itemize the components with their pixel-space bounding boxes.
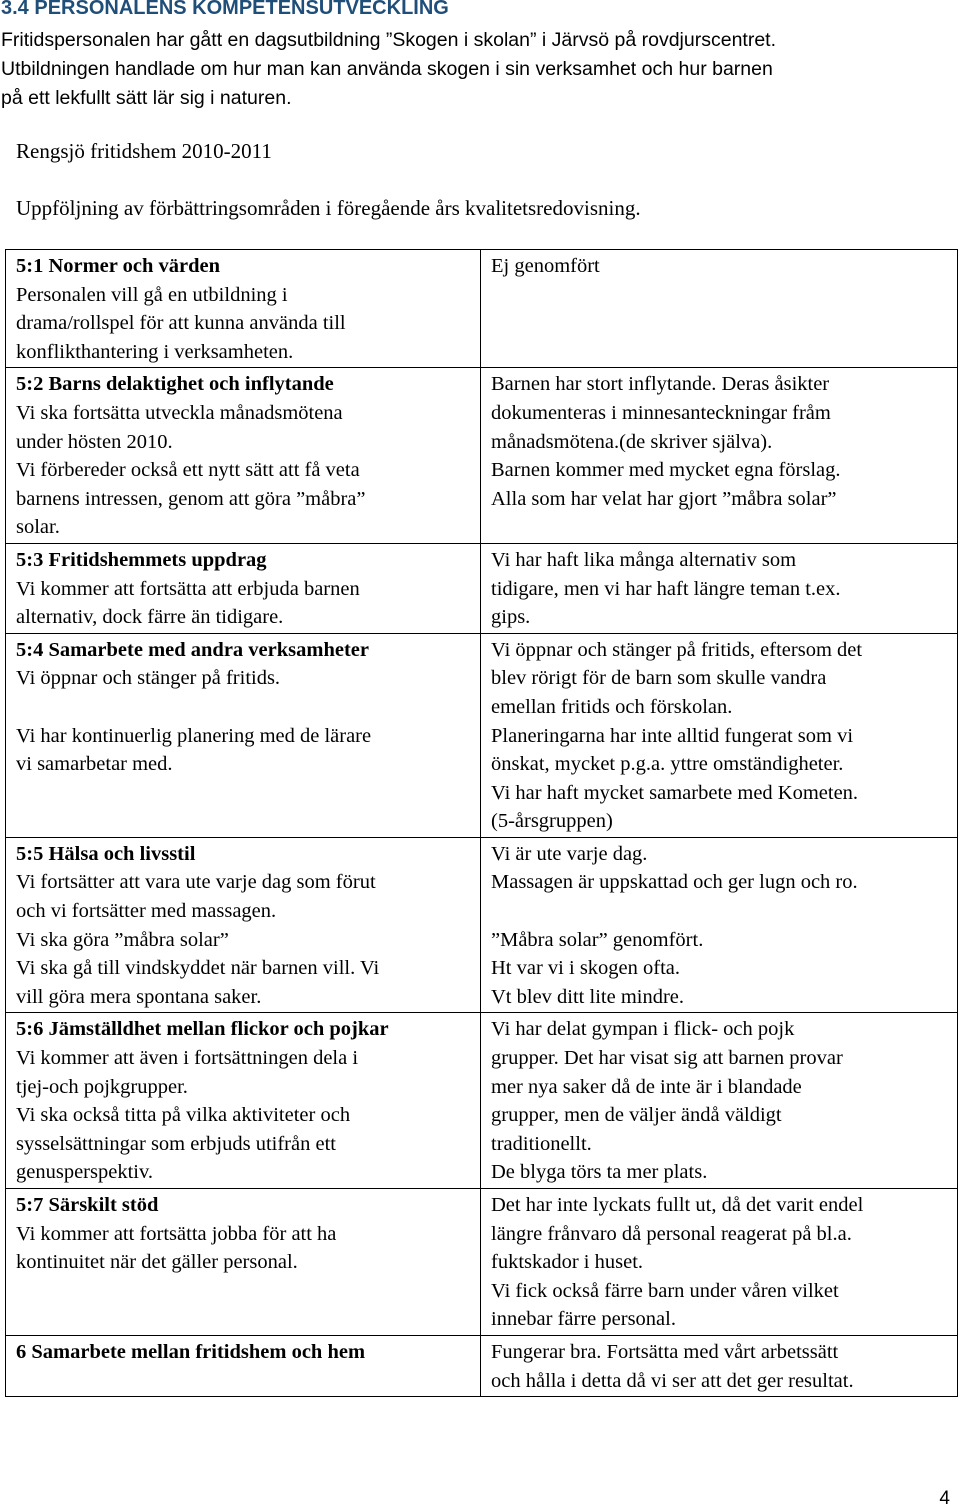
goal-cell bbox=[6, 1335, 481, 1396]
goal-title: 5:3 Fritidshemmets uppdrag bbox=[16, 548, 267, 571]
goal-text-line: vill göra mera spontana saker. bbox=[16, 985, 262, 1008]
result-text-line: Vi har delat gympan i flick- och pojk bbox=[491, 1018, 795, 1041]
result-text-line: Det har inte lyckats fullt ut, då det varit endel bbox=[491, 1194, 864, 1216]
goal-text-line: under hösten 2010. bbox=[16, 430, 173, 453]
result-text-line: Alla som har velat har gjort ”måbra solar” bbox=[491, 487, 837, 510]
goal-cell bbox=[6, 633, 481, 837]
goal-title: 6 Samarbete mellan fritidshem och hem bbox=[16, 1340, 366, 1363]
result-text-line: gips. bbox=[491, 606, 531, 629]
result-text-line: önskat, mycket p.g.a. yttre omständigheter. bbox=[491, 753, 844, 776]
result-text-line: Ht var vi i skogen ofta. bbox=[491, 957, 681, 980]
result-cell bbox=[481, 633, 958, 837]
goal-title: 5:2 Barns delaktighet och inflytande bbox=[16, 373, 334, 396]
result-text-line: och hålla i detta då vi ser att det ger resultat. bbox=[491, 1369, 854, 1392]
result-text-line: dokumenteras i minnesanteckningar fråm bbox=[491, 401, 831, 424]
result-cell bbox=[481, 1013, 958, 1189]
result-text-line: blev rörigt för de barn som skulle vandra bbox=[491, 667, 827, 690]
intro-line: Utbildningen handlade om hur man kan använda skogen i sin verksamhet och hur barnen bbox=[1, 58, 773, 80]
table-row bbox=[6, 1335, 958, 1396]
goal-cell bbox=[6, 1189, 481, 1336]
table-row bbox=[6, 837, 958, 1013]
goal-text-line: Vi ska också titta på vilka aktiviteter och bbox=[16, 1104, 351, 1127]
result-text-line: Vi har haft mycket samarbete med Kometen. bbox=[491, 781, 859, 804]
goal-text-line: Vi fortsätter att vara ute varje dag som förut bbox=[16, 871, 376, 894]
result-cell bbox=[481, 1335, 958, 1396]
result-text-line: Vi är ute varje dag. bbox=[491, 842, 648, 865]
goal-text-line: genusperspektiv. bbox=[16, 1161, 154, 1184]
goal-title: 5:6 Jämställdhet mellan flickor och pojkar bbox=[16, 1018, 389, 1041]
goal-cell bbox=[6, 837, 481, 1013]
result-cell bbox=[481, 837, 958, 1013]
goal-cell bbox=[6, 250, 481, 368]
goal-text-line: Vi kommer att fortsätta att erbjuda barnen bbox=[16, 577, 360, 600]
result-text-line: grupper, men de väljer ändå väldigt bbox=[491, 1104, 782, 1127]
goal-text-line: Vi förbereder också ett nytt sätt att få veta bbox=[16, 459, 360, 482]
goal-text-line: solar. bbox=[16, 516, 60, 539]
result-text-line: grupper. Det har visat sig att barnen provar bbox=[491, 1047, 843, 1070]
result-text-line: De blyga törs ta mer plats. bbox=[491, 1161, 708, 1184]
result-cell bbox=[481, 543, 958, 633]
result-text-line: tidigare, men vi har haft längre teman t.ex. bbox=[491, 577, 841, 600]
result-text-line: Vi öppnar och stänger på fritids, eftersom det bbox=[491, 638, 863, 661]
goal-text-line: barnens intressen, genom att göra ”måbra” bbox=[16, 487, 366, 510]
result-text-line: Vi fick också färre barn under våren vilket bbox=[491, 1279, 839, 1302]
result-text-line: ”Måbra solar” genomfört. bbox=[491, 928, 704, 951]
followup-title: Uppföljning av förbättringsområden i föregående års kvalitetsredovisning. bbox=[16, 196, 641, 220]
table-row bbox=[6, 250, 958, 368]
table-row bbox=[6, 633, 958, 837]
goal-text-line: sysselsättningar som erbjuds utifrån ett bbox=[16, 1132, 336, 1155]
goal-text-line: Vi kommer att fortsätta jobba för att ha bbox=[16, 1222, 337, 1245]
goal-text-line: Personalen vill gå en utbildning i bbox=[16, 283, 288, 306]
goal-title: 5:5 Hälsa och livsstil bbox=[16, 842, 196, 865]
result-text-line: Barnen kommer med mycket egna förslag. bbox=[491, 459, 841, 482]
result-text-line bbox=[491, 897, 951, 926]
intro-line: på ett lekfullt sätt lär sig i naturen. bbox=[1, 87, 292, 109]
goal-text-line: Vi ska göra ”måbra solar” bbox=[16, 928, 229, 951]
result-text-line: Planeringarna har inte alltid fungerat som vi bbox=[491, 724, 854, 747]
result-text-line: innebar färre personal. bbox=[491, 1308, 676, 1331]
goal-text-line: vi samarbetar med. bbox=[16, 753, 173, 776]
result-text-line: Ej genomfört bbox=[491, 255, 600, 277]
result-text-line: traditionellt. bbox=[491, 1132, 592, 1155]
result-text-line: månadsmötena.(de skriver själva). bbox=[491, 430, 773, 453]
goal-title: 5:7 Särskilt stöd bbox=[16, 1194, 159, 1216]
goal-cell bbox=[6, 368, 481, 544]
goal-text-line: kontinuitet när det gäller personal. bbox=[16, 1251, 298, 1274]
goal-text-line: Vi ska fortsätta utveckla månadsmötena bbox=[16, 401, 343, 424]
table-row bbox=[6, 1013, 958, 1189]
result-text-line: emellan fritids och förskolan. bbox=[491, 695, 733, 718]
result-text-line: (5-årsgruppen) bbox=[491, 810, 613, 833]
school-title: Rengsjö fritidshem 2010-2011 bbox=[16, 139, 272, 163]
followup-table-body bbox=[6, 250, 958, 1397]
goal-text-line: konflikthantering i verksamheten. bbox=[16, 340, 294, 363]
table-row bbox=[6, 543, 958, 633]
result-text-line: Vi har haft lika många alternativ som bbox=[491, 548, 797, 571]
page-number: 4 bbox=[939, 1488, 950, 1509]
result-text-line: Fungerar bra. Fortsätta med vårt arbetssätt bbox=[491, 1340, 839, 1363]
goal-cell bbox=[6, 1013, 481, 1189]
result-text-line: fuktskador i huset. bbox=[491, 1251, 644, 1274]
result-cell bbox=[481, 1189, 958, 1336]
goal-text-line: drama/rollspel för att kunna använda till bbox=[16, 312, 346, 335]
result-text-line: Barnen har stort inflytande. Deras åsikter bbox=[491, 373, 830, 396]
section-heading: 3.4 PERSONALENS KOMPETENSUTVECKLING bbox=[1, 0, 449, 19]
result-text-line: Vt blev ditt lite mindre. bbox=[491, 985, 685, 1008]
goal-title: 5:4 Samarbete med andra verksamheter bbox=[16, 638, 369, 661]
goal-cell bbox=[6, 543, 481, 633]
goal-title: 5:1 Normer och värden bbox=[16, 255, 221, 277]
goal-text-line: alternativ, dock färre än tidigare. bbox=[16, 606, 284, 629]
goal-text-line: och vi fortsätter med massagen. bbox=[16, 900, 277, 923]
goal-text-line: tjej-och pojkgrupper. bbox=[16, 1075, 188, 1098]
intro-line: Fritidspersonalen har gått en dagsutbildning ”Skogen i skolan” i Järvsö på rovdjurscentret. bbox=[1, 29, 777, 51]
table-row bbox=[6, 1189, 958, 1336]
result-cell bbox=[481, 250, 958, 368]
result-text-line: längre frånvaro då personal reagerat på bl.a. bbox=[491, 1222, 852, 1245]
result-text-line: mer nya saker då de inte är i blandade bbox=[491, 1075, 802, 1098]
intro-paragraph bbox=[1, 26, 951, 113]
table-row bbox=[6, 368, 958, 544]
goal-text-line: Vi öppnar och stänger på fritids. bbox=[16, 667, 281, 690]
goal-text-line: Vi ska gå till vindskyddet när barnen vill. Vi bbox=[16, 957, 380, 980]
followup-table bbox=[5, 249, 958, 1397]
goal-text-line: Vi har kontinuerlig planering med de lärare bbox=[16, 724, 372, 747]
goal-text-line: Vi kommer att även i fortsättningen dela i bbox=[16, 1047, 359, 1070]
result-text-line: Massagen är uppskattad och ger lugn och ro. bbox=[491, 871, 858, 894]
goal-text-line bbox=[16, 693, 474, 722]
result-cell bbox=[481, 368, 958, 544]
